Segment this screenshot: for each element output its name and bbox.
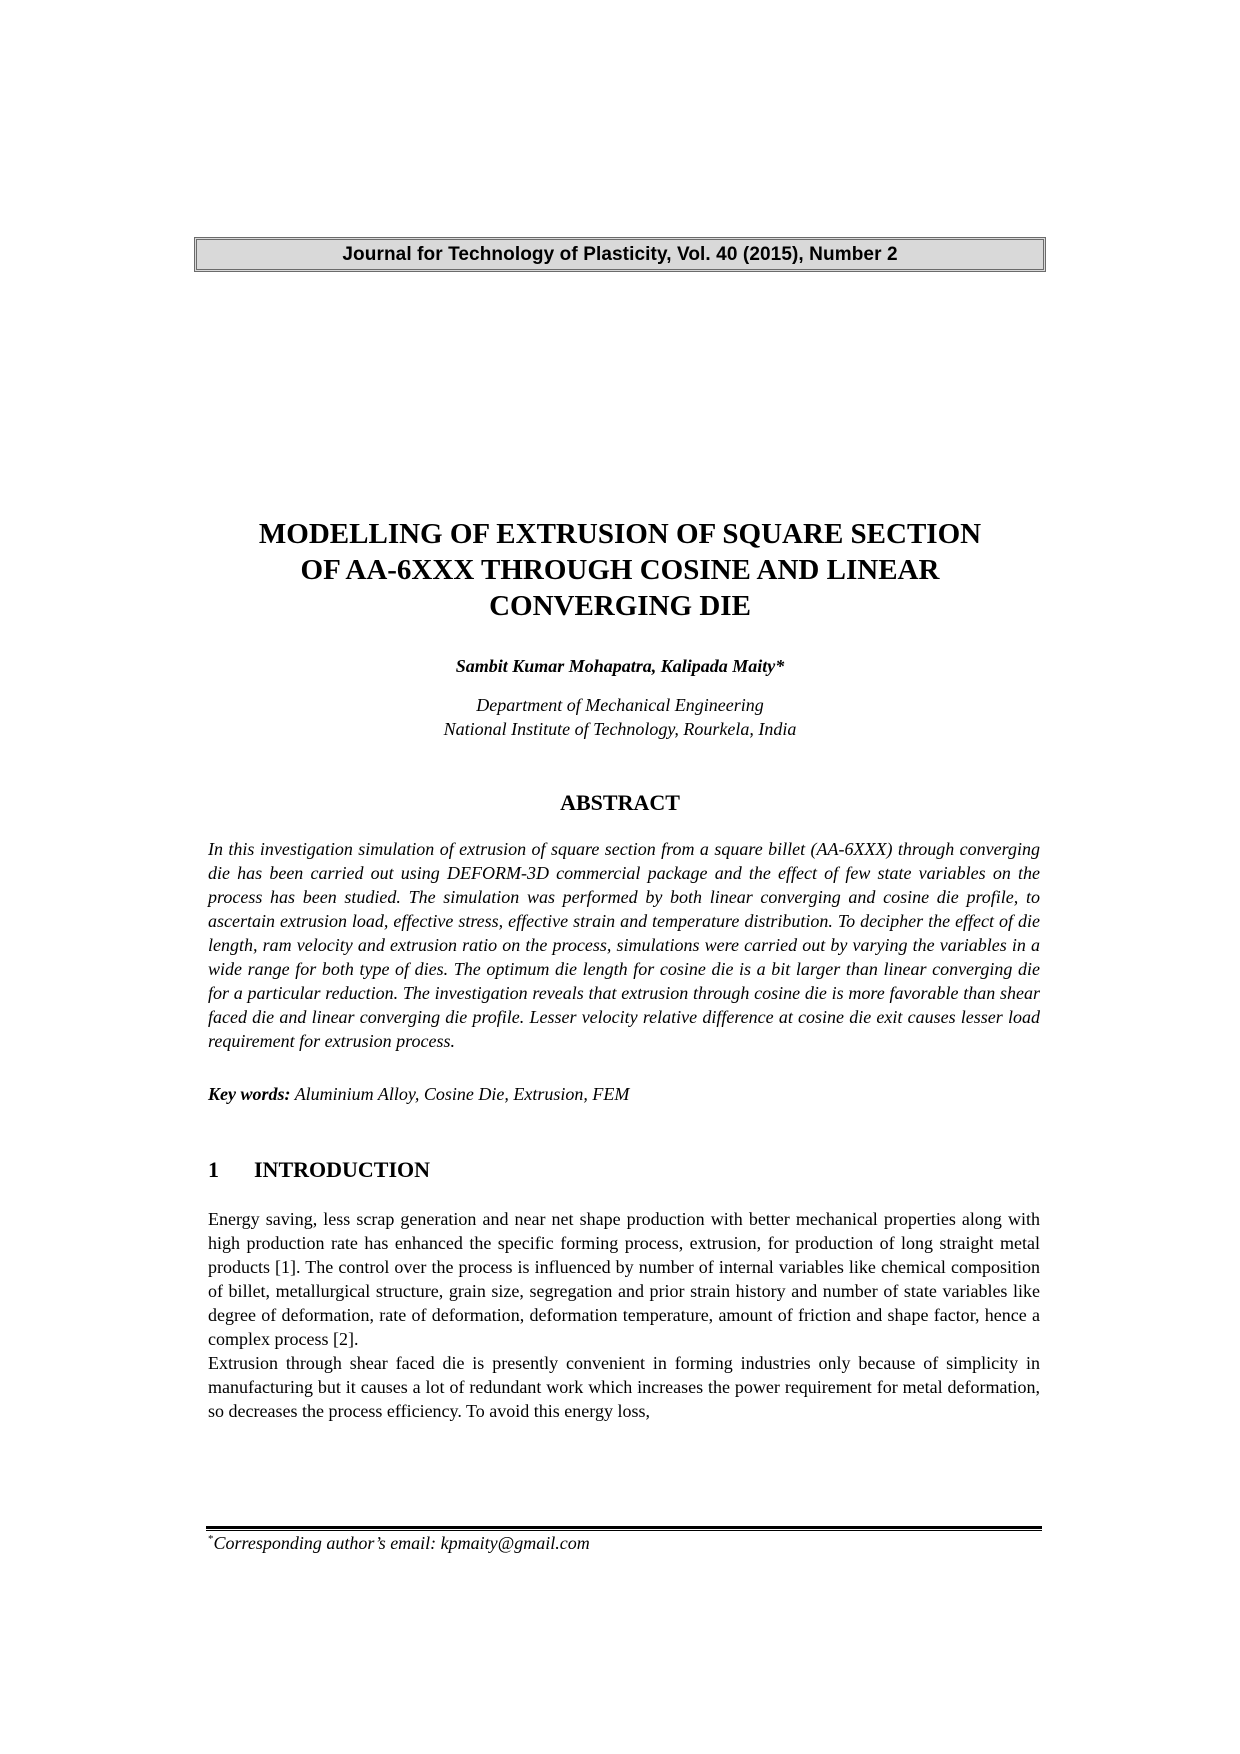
section-title: INTRODUCTION — [254, 1157, 431, 1182]
abstract-text: In this investigation simulation of extrusion of square section from a square billet (AA-6XXX) through converging die has been carried out using DEFORM-3D commercial package and the effect of few state variables on the process has been studied. The simulation was performed by both linear converging and cosine die profile, to ascertain extrusion load, effective stress, effective strain and temperature distribution. To decipher the effect of die length, ram velocity and extrusion ratio on the process, simulations were carried out by varying the variables in a wide range for both type of dies. The optimum die length for cosine die is a bit larger than linear converging die for a particular reduction. The investigation reveals that extrusion through cosine die is more favorable than shear faced die and linear converging die profile. Lesser velocity relative difference at cosine die exit causes lesser load requirement for extrusion process. — [208, 839, 1040, 1051]
introduction-body — [208, 1207, 1040, 1423]
affiliation-institute: National Institute of Technology, Rourkela, India — [443, 719, 797, 739]
footnote-marker: * — [208, 1533, 214, 1545]
authors: Sambit Kumar Mohapatra, Kalipada Maity* — [455, 656, 785, 676]
title-line: MODELLING OF EXTRUSION OF SQUARE SECTION — [258, 518, 982, 550]
keywords — [208, 1082, 1040, 1106]
title-line: OF AA-6XXX THROUGH COSINE AND LINEAR — [300, 554, 940, 586]
footnote-divider — [206, 1526, 1042, 1531]
affiliation — [180, 693, 1060, 741]
title-line: CONVERGING DIE — [489, 590, 751, 622]
section-number: 1 — [208, 1157, 219, 1182]
paper-title — [180, 516, 1060, 624]
affiliation-department: Department of Mechanical Engineering — [476, 695, 764, 715]
journal-header-text: Journal for Technology of Plasticity, Vol. 40 (2015), Number 2 — [342, 243, 898, 265]
footnote-text: Corresponding author’s email: kpmaity@gmail.com — [213, 1533, 590, 1553]
journal-header — [194, 237, 1046, 272]
keywords-list: Aluminium Alloy, Cosine Die, Extrusion, FEM — [294, 1084, 630, 1104]
paragraph: Energy saving, less scrap generation and near net shape production with better mechanical properties along with high production rate has enhanced the specific forming process, extrusion, for production of long straight metal products [1]. The control over the process is influenced by number of internal variables like chemical composition of billet, metallurgical structure, grain size, segregation and prior strain history and number of state variables like degree of deformation, rate of deformation, deformation temperature, amount of friction and shape factor, hence a complex process [2]. — [208, 1209, 1040, 1349]
keywords-label: Key words: — [208, 1084, 291, 1104]
abstract-heading: ABSTRACT — [560, 790, 680, 815]
paragraph: Extrusion through shear faced die is presently convenient in forming industries only because of simplicity in manufacturing but it causes a lot of redundant work which increases the power requirement for metal deformation, so decreases the process efficiency. To avoid this energy loss, — [208, 1353, 1040, 1421]
footnote — [208, 1533, 590, 1554]
section-heading-introduction — [208, 1157, 430, 1183]
